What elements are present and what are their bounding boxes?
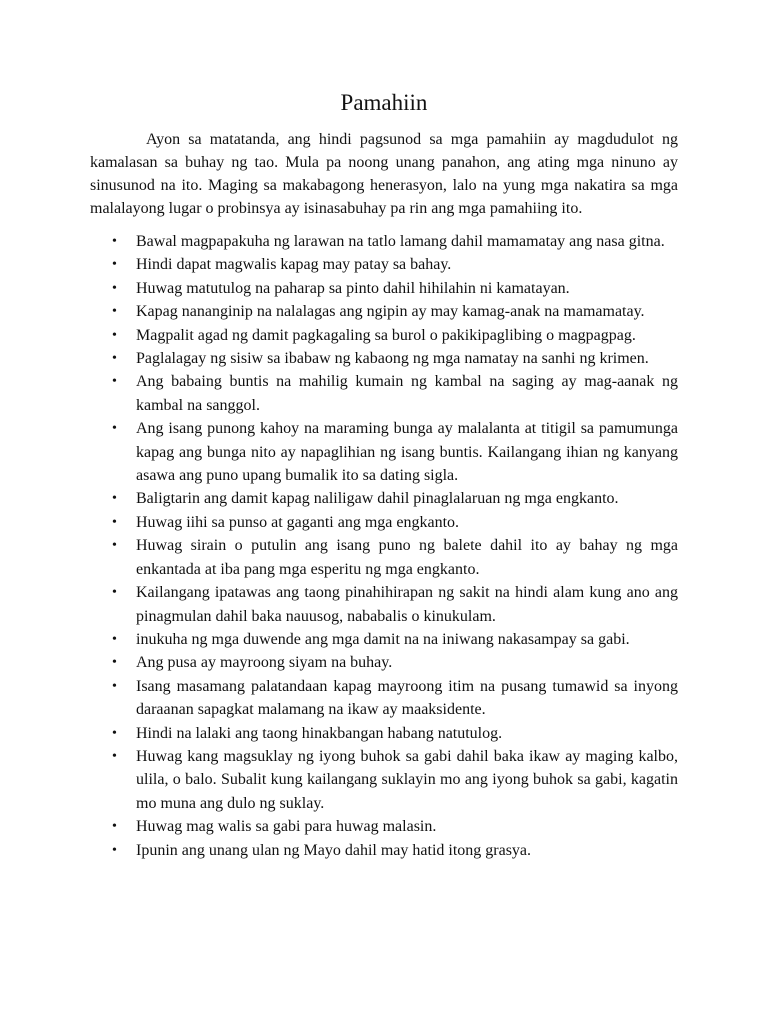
list-item (90, 277, 678, 300)
list-item-text: Ang babaing buntis na mahilig kumain ng kambal na saging ay mag-aanak ng kambal na sanggol. (136, 373, 678, 414)
bullet-icon: • (112, 514, 117, 530)
bullet-icon: • (112, 351, 117, 367)
list-item (90, 370, 678, 417)
intro-paragraph: Ayon sa matatanda, ang hindi pagsunod sa mga pamahiin ay magdudulot ng kamalasan sa buhay ng tao. Mula pa noong unang panahon, ang ating mga ninuno ay sinusunod na ito. Maging sa makabagong henerasyon, lalo na yung mga nakatira sa mga malalayong lugar o probinsya ay isinasabuhay pa rin ang mga pamahiing ito. (90, 131, 678, 217)
list-item-text: Bawal magpapakuha ng larawan na tatlo lamang dahil mamamatay ang nasa gitna. (136, 233, 665, 250)
bullet-icon: • (112, 655, 117, 671)
list-item (90, 628, 678, 651)
list-item-text: Baligtarin ang damit kapag naliligaw dahil pinaglalaruan ng mga engkanto. (136, 490, 619, 508)
list-item (90, 417, 678, 487)
list-item-text: Magpalit agad ng damit pagkagaling sa burol o pakikipaglibing o magpagpag. (136, 326, 636, 344)
superstition-list (90, 230, 678, 862)
list-item-text: Kailangang ipatawas ang taong pinahihirapan ng sakit na hindi alam kung ano ang pinagmulan dahil baka nauusog, nababalis o kinukulam. (136, 584, 678, 625)
list-item (90, 581, 678, 628)
list-item-text: Paglalagay ng sisiw sa ibabaw ng kabaong ng mga namatay na sanhi ng krimen. (136, 350, 649, 368)
list-item-text: Ang pusa ay mayroong siyam na buhay. (136, 654, 393, 672)
bullet-icon: • (112, 585, 117, 601)
list-item (90, 347, 678, 370)
list-item (90, 300, 678, 323)
bullet-icon: • (112, 234, 117, 249)
bullet-icon: • (112, 280, 117, 296)
list-item (90, 745, 678, 815)
bullet-icon: • (112, 304, 117, 320)
bullet-icon: • (112, 748, 117, 764)
list-item-text: Huwag mag walis sa gabi para huwag malasin. (136, 818, 437, 836)
document-page (90, 88, 678, 862)
list-item (90, 230, 678, 253)
bullet-icon: • (112, 819, 117, 835)
list-item-text: inukuha ng mga duwende ang mga damit na na iniwang nakasampay sa gabi. (136, 630, 630, 648)
list-item-text: Hindi dapat magwalis kapag may patay sa bahay. (136, 256, 452, 274)
bullet-icon: • (112, 257, 117, 273)
list-item (90, 487, 678, 510)
list-item (90, 651, 678, 674)
bullet-icon: • (112, 842, 117, 858)
list-item-text: Huwag iihi sa punso at gaganti ang mga engkanto. (136, 513, 460, 531)
list-item-text: Hindi na lalaki ang taong hinakbangan habang natutulog. (136, 724, 503, 742)
list-item-text: Huwag kang magsuklay ng iyong buhok sa gabi dahil baka ikaw ay maging kalbo, ulila, o balo. Subalit kung kailangang suklayin mo ang iyong buhok sa gabi, kagatin mo muna ang dulo ng suklay. (136, 747, 678, 812)
bullet-icon: • (112, 374, 117, 390)
list-item-text: Ang isang punong kahoy na maraming bunga ay malalanta at titigil sa pamumunga kapag ang bunga nito ay napaglihian ng isang buntis. Kailangang ihian ng kanyang asawa ang puno upang bumalik ito sa dating sigla. (136, 420, 678, 485)
list-item-text: Huwag matutulog na paharap sa pinto dahil hihilahin ni kamatayan. (136, 279, 570, 297)
bullet-icon: • (112, 631, 117, 647)
list-item (90, 511, 678, 534)
list-item-text: Kapag nananginip na nalalagas ang ngipin ay may kamag-anak na mamamatay. (136, 303, 645, 321)
list-item-text: Ipunin ang unang ulan ng Mayo dahil may hatid itong grasya. (136, 841, 532, 859)
list-item (90, 324, 678, 347)
list-item (90, 815, 678, 838)
list-item (90, 722, 678, 745)
list-item-text: Isang masamang palatandaan kapag mayroong itim na pusang tumawid sa inyong daraanan sapagkat malamang na ikaw ay maaksidente. (136, 677, 678, 719)
bullet-icon: • (112, 725, 117, 741)
bullet-icon: • (112, 327, 117, 343)
bullet-icon: • (112, 421, 117, 437)
bullet-icon: • (112, 538, 117, 554)
list-item (90, 839, 678, 862)
bullet-icon: • (112, 491, 117, 507)
list-item (90, 675, 678, 722)
list-item (90, 253, 678, 276)
bullet-icon: • (112, 678, 117, 694)
page-title: Pamahiin (340, 90, 428, 115)
list-item-text: Huwag sirain o putulin ang isang puno ng balete dahil ito ay bahay ng mga enkantada at iba pang mga esperitu ng mga engkanto. (136, 537, 678, 578)
list-item (90, 534, 678, 581)
